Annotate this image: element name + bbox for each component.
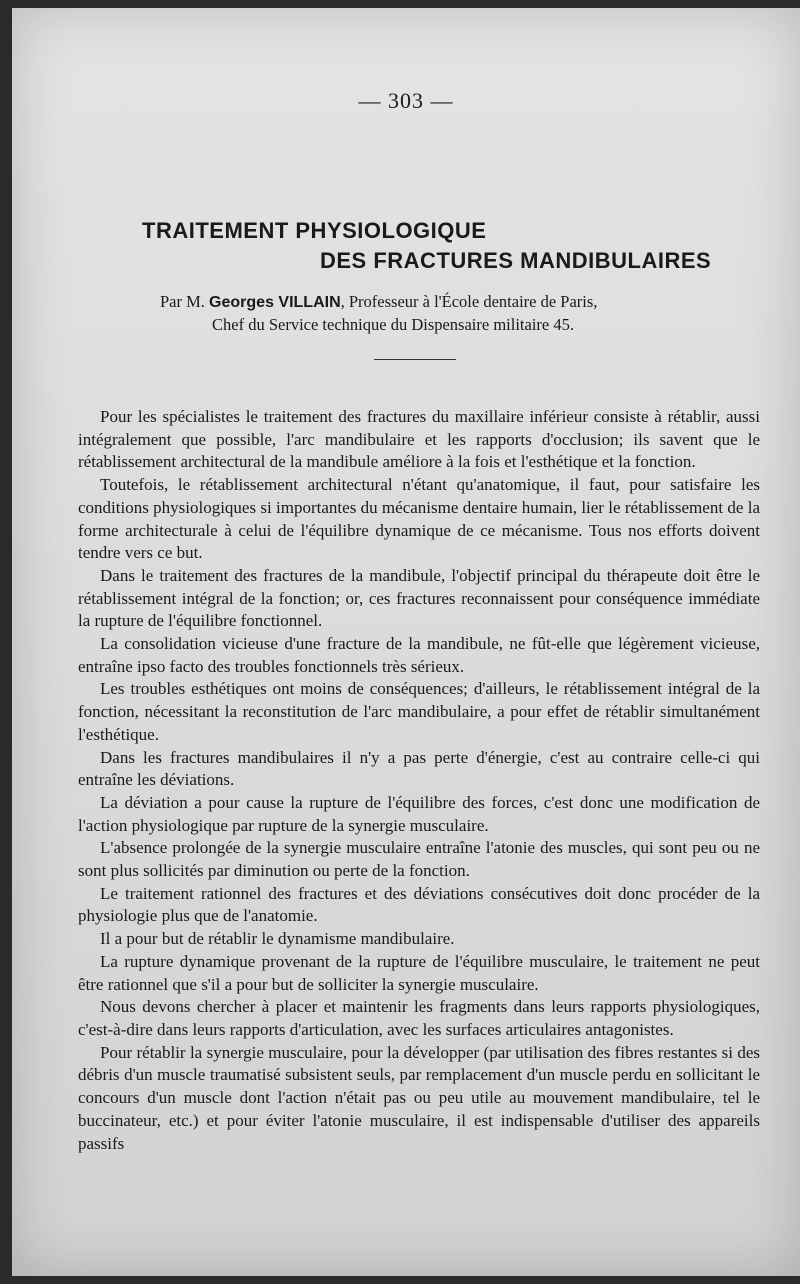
paragraph: Il a pour but de rétablir le dynamisme mandibulaire.: [100, 929, 455, 949]
separator-rule: [374, 359, 456, 360]
page-number: — 303 —: [358, 88, 454, 113]
paragraph: Dans le traitement des fractures de la mandibule, l'objectif principal du thérapeute doit être le rétablissement intégral de la fonction; or, ces fractures reconnaissent pour conséquence immédiate la rupture de l'équilibre fonctionnel.: [78, 565, 760, 631]
paragraph: Toutefois, le rétablissement architectural n'étant qu'anatomique, il faut, pour satisfaire les conditions physiologiques si importantes du mécanisme dentaire humain, lier le rétablissement de la forme architecturale à celui de l'équilibre dynamique de ce mécanisme. Tous nos efforts doivent tendre vers ce but.: [78, 475, 760, 563]
paragraph: La rupture dynamique provenant de la rupture de l'équilibre musculaire, le traitement ne peut être rationnel que s'il a pour but de solliciter la synergie musculaire.: [78, 951, 760, 994]
paragraph: Nous devons chercher à placer et maintenir les fragments dans leurs rapports physiologiques, c'est-à-dire dans leurs rapports d'articulation, avec les surfaces articulaires antagonistes.: [78, 997, 760, 1039]
author-role-2: Chef du Service technique du Dispensaire militaire 45.: [212, 315, 574, 334]
author-role-1: , Professeur à l'École dentaire de Paris,: [340, 292, 598, 311]
article-title-line-1: TRAITEMENT PHYSIOLOGIQUE: [142, 218, 487, 243]
article-body: [78, 406, 760, 1155]
byline: [160, 291, 720, 336]
document-page: [12, 8, 800, 1276]
paragraph: Les troubles esthétiques ont moins de conséquences; d'ailleurs, le rétablissement intégral de la fonction, nécessitant la reconstitution de l'arc mandibulaire, a pour effet de rétablir simultanément l'esthétique.: [78, 679, 760, 744]
paragraph: La consolidation vicieuse d'une fracture de la mandibule, ne fût-elle que légèrement vicieuse, entraîne ipso facto des troubles fonctionnels très sérieux.: [78, 634, 760, 676]
paragraph: La déviation a pour cause la rupture de l'équilibre des forces, c'est donc une modification de l'action physiologique par rupture de la synergie musculaire.: [78, 792, 760, 835]
byline-prefix: Par M.: [160, 292, 210, 311]
article-title-line-2: DES FRACTURES MANDIBULAIRES: [320, 248, 712, 273]
paragraph: Pour rétablir la synergie musculaire, pour la développer (par utilisation des fibres restantes si des débris d'un muscle traumatisé subsistent seuls, par remplacement d'un muscle perdu en sollicitant le concours d'un muscle dont l'action n'était pas ou peu utile au mouvement mandibulaire, tel le buccinateur, etc.) et pour éviter l'atonie musculaire, il est indispensable d'utiliser des appareils passifs: [78, 1042, 760, 1153]
author-name: Georges VILLAIN: [209, 294, 341, 311]
paragraph: Le traitement rationnel des fractures et des déviations consécutives doit donc procéder de la physiologie plus que de l'anatomie.: [78, 883, 760, 926]
paragraph: L'absence prolongée de la synergie musculaire entraîne l'atonie des muscles, qui sont peu ou ne sont plus sollicités par diminution ou perte de la fonction.: [78, 838, 760, 881]
paragraph: Dans les fractures mandibulaires il n'y a pas perte d'énergie, c'est au contraire celle-ci qui entraîne les déviations.: [78, 747, 760, 790]
paragraph: Pour les spécialistes le traitement des fractures du maxillaire inférieur consiste à rétablir, aussi intégralement que possible, l'arc mandibulaire et les rapports d'occlusion; ils savent que le rétablissement architectural de la mandibule améliore à la fois et l'esthétique et la fonction.: [78, 407, 760, 472]
